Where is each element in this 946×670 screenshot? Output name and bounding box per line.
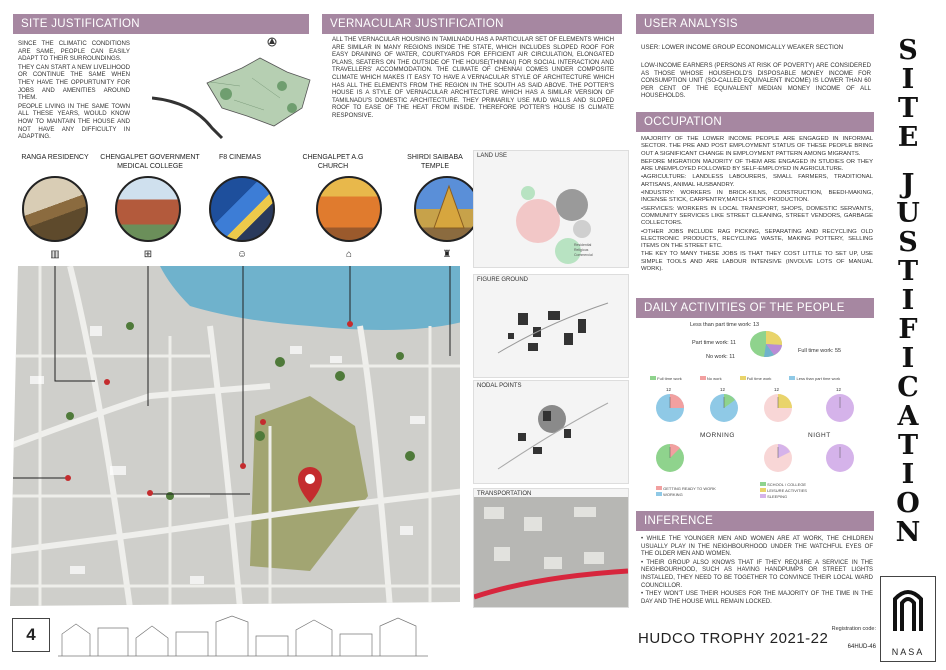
occupation-para: •SERVICES: WORKERS IN LOCAL TRANSPORT, SHOPS, DOMESTIC SERVANTS, COMMUNITY SERVICES LIKE STREET CLEANING, STREET VENDORS, GARBAGE COLLECTORS.: [641, 205, 873, 227]
registration-label: Registration code:: [831, 626, 876, 632]
user-analysis-header: USER ANALYSIS: [636, 14, 874, 34]
vertical-title-letter: I: [901, 64, 915, 95]
site-para: THEY CAN START A NEW LIVELIHOOD OR CONTINUE THE SAME WHEN THEY HAVE THE OPPURTUNITY FOR JOBS AND AMENITIES AROUND THEM.: [18, 63, 130, 102]
inference-para: • WHILE THE YOUNGER MEN AND WOMEN ARE AT WORK, THE CHILDREN USUALLY PLAY IN THE NEIGHBOURHOOD UNDER THE WATCHFUL EYES OF THE OLDER MEN AND WOMEN.: [641, 536, 873, 558]
place-label: SHIRDI SAIBABA TEMPLE: [407, 154, 463, 170]
legend-item: GETTING READY TO WORK: [656, 486, 716, 492]
transportation-panel: [473, 488, 629, 608]
occupation-para: •OTHER JOBS INCLUDE RAG PICKING, SEPARATING AND RECYCLING OLD ELECTRONIC PRODUCTS, RECYCLING WASTE, MAKING POTTERY, SELLING ITEMS ON THE STREET ETC.: [641, 228, 873, 250]
vertical-title-letter: S: [898, 35, 918, 66]
inference-para: • THEY WON'T USE THEIR HOUSES FOR THE MAJORITY OF THE TIME IN THE DAY AND THE HOUSE WILL REMAIN LOCKED.: [641, 591, 873, 605]
building-icon: ▥: [50, 249, 60, 260]
nasa-logo: NASA: [880, 576, 936, 662]
vertical-title-letter: N: [895, 517, 921, 548]
vertical-title: [888, 36, 928, 547]
competition-title: HUDCO TROPHY 2021-22: [638, 630, 829, 647]
vertical-title-letter: T: [897, 93, 919, 124]
legend-item: Full time work: [650, 376, 682, 381]
clock-number: 12: [836, 387, 842, 392]
clock-legend-2: [760, 482, 807, 500]
night-label: NIGHT: [808, 432, 831, 439]
pie-label: Part time work: 11: [692, 340, 736, 346]
panel-label: TRANSPORTATION: [477, 491, 532, 497]
vertical-title-letter: S: [898, 227, 918, 258]
vertical-title-letter: T: [897, 256, 919, 287]
occupation-para: •INDUSTRY: WORKERS IN BRICK-KILNS, CONSTRUCTION, BEEDI-MAKING, INCENSE STICK, CARPENTRY,MATCH STICK PRODUCTION.: [641, 190, 873, 204]
vertical-title-letter: A: [897, 401, 919, 432]
morning-label: MORNING: [700, 432, 735, 439]
user-analysis-text: LOW-INCOME EARNERS (PERSONS AT RISK OF POVERTY) ARE CONSIDERED AS THOSE WHOSE HOUSEHOLD'S DISPOSABLE MONEY INCOME FOR CONSUMPTION UNIT (SO-CALLED EQUIVALENT INCOME) IS LOWER THAN 60 PER CENT OF THE EQUIVALENT MEDIAN MONEY INCOME OF ALL HOUSEHOLDS.: [641, 62, 871, 100]
site-justification-header: SITE JUSTIFICATION: [13, 14, 309, 34]
vertical-title-letter: I: [901, 343, 915, 374]
theatre-masks-icon: ☺: [236, 249, 248, 260]
clock-number: 12: [720, 387, 726, 392]
page-number: 4: [12, 618, 50, 652]
activity-clocks: [640, 384, 876, 484]
panel-label: NODAL POINTS: [477, 383, 522, 389]
vertical-title-letter: I: [901, 459, 915, 490]
medical-college-photo: [115, 176, 181, 242]
inference-header: INFERENCE: [636, 511, 874, 531]
site-para: PEOPLE LIVING IN THE SAME TOWN ALL THESE YEARS, WOULD KNOW HOW TO MAINTAIN THE HOUSE AND NOT HAVE ANY DIFFICULTY IN ADAPTING.: [18, 102, 130, 141]
church-photo: [316, 176, 382, 242]
place-label: RANGA RESIDENCY: [21, 154, 89, 161]
skyline-sketch: [58, 612, 428, 658]
hospital-icon: ⊞: [143, 249, 153, 260]
vernacular-text: ALL THE VERNACULAR HOUSING IN TAMILNADU HAS A PARTICULAR SET OF ELEMENTS WHICH ARE SIMILAR IN MANY REGIONS INSIDE THE STATE, WHICH INCLUDES SLOPED ROOF FOR EASY DRAINING OF WATER, COURTYARDS FOR EFFICIENT AIR CIRCULATION, ELONGATED PLANS, SEATERS ON THE OUTSIDE OF THE HOUSE(THINNAI) FOR SOCIAL INTERACTION AND TRAVELLERS' ACCOMMODATION. THE CLIMATE OF CHENNAI COMES UNDER COMPOSITE CLIMATE WHICH MAKES IT EASY TO HAVE A VERNACULAR STYLE OF ARCHITECTURE WHICH HAS ALL THE ELEMENTS FROM THE REGION IN THE SOUTH AS SAID ABOVE. THE POTTER'S HOUSE IS A STYLE OF VERNACULAR ARCHITECTURE WHICH HAS A SIMILAR VERSION OF TAMILNADU'S DOMESTIC ARCHITECTURE. THEY PRIMARILY USE MUD WALLS AND SLOPED ROOF TO EASE OF THE HEAT FROM INSIDE. THEREFORE POTTER'S HOUSE IS CLIMATE RESPONSIVE.: [332, 36, 614, 119]
place-label: CHENGALPET GOVERNMENT MEDICAL COLLEGE: [100, 154, 200, 170]
inference-para: • THEIR GROUP ALSO KNOWS THAT IF THEY REQUIRE A SERVICE IN THE NEIGHBOURHOOD, SUCH AS HAVING HANDPUMPS OR STREET LIGHTS INSTALLED, THEY NEED TO BE TOGETHER TO CONVINCE THEIR LOCAL WARD COUNCILLOR.: [641, 559, 873, 589]
vertical-title-letter: U: [896, 198, 920, 229]
legend-item: Full time work: [740, 376, 772, 381]
vertical-title-letter: [888, 152, 928, 170]
pie-label: No work: 11: [706, 354, 735, 360]
site-map: [10, 266, 466, 608]
temple-photo: [414, 176, 480, 242]
vertical-title-letter: C: [897, 372, 919, 403]
pie-label: Less than part time work: 13: [690, 322, 760, 328]
temple-icon: ♜: [442, 249, 452, 260]
site-justification-text: [18, 40, 130, 142]
vertical-title-letter: F: [898, 314, 918, 345]
legend-item: WORKING: [656, 492, 716, 498]
legend-item: No work: [700, 376, 722, 381]
figure-ground-panel: [473, 274, 629, 378]
registration-code: 64HUD-46: [847, 644, 876, 650]
legend-item: SCHOOL / COLLEGE: [760, 482, 807, 488]
inference-text: [641, 536, 873, 607]
work-pie-chart: [748, 328, 784, 360]
site-para: SINCE THE CLIMATIC CONDITIONS ARE SAME, PEOPLE CAN EASILY ADAPT TO THEIR SURROUNDINGS.: [18, 40, 130, 63]
vertical-title-letter: O: [896, 488, 920, 519]
clock-number: 12: [774, 387, 780, 392]
panel-label: FIGURE GROUND: [477, 277, 528, 283]
vernacular-header: VERNACULAR JUSTIFICATION: [322, 14, 622, 34]
activity-legend: [650, 376, 840, 381]
land-use-legend: Residential Religious Commercial: [574, 243, 593, 257]
occupation-para: BEFORE MIGRATION MAJORITY OF THEM ARE ENGAGED IN STUDIES OR THEY ARE UNEMPLOYED FOLLOWED BY SELF-EMPLOYED IN AGRICULTURE.: [641, 158, 873, 173]
legend-item: Less than part time work: [789, 376, 840, 381]
vertical-title-letter: T: [897, 430, 919, 461]
clock-legend: [656, 486, 716, 498]
panel-label: LAND USE: [477, 153, 508, 159]
vertical-title-letter: I: [901, 285, 915, 316]
pie-label: Full time work: 55: [798, 348, 842, 354]
site-sketch: [152, 28, 320, 140]
legend-item: SLEEPING: [760, 494, 807, 500]
occupation-para: •AGRICULTURE: LANDLESS LABOURERS, SMALL FARMERS, TRADITIONAL ARTISANS, ANIMAL HUSBANDRY.: [641, 174, 873, 188]
occupation-para: MAJORITY OF THE LOWER INCOME PEOPLE ARE ENGAGED IN INFORMAL SECTOR. THE PRE AND POST EMPLOYMENT STATUS OF THESE PEOPLE BRING OUT A SIGNIFICANT CHANGE IN EMPLOYMENT PATTERN AMONG MIGRANTS.: [641, 136, 873, 157]
occupation-para: THE KEY TO MANY THESE JOBS IS THAT THEY COST LITTLE TO SET UP, USE SIMPLE TOOLS AND ARE LABOUR INTENSIVE (INVOLVE LOTS OF MANUAL WORK).: [641, 251, 873, 273]
occupation-header: OCCUPATION: [636, 112, 874, 132]
f8-cinemas-photo: [209, 176, 275, 242]
legend-item: LEISURE ACTIVITIES: [760, 488, 807, 494]
church-icon: ⌂: [345, 249, 353, 260]
vertical-title-letter: E: [897, 122, 919, 153]
occupation-text: [641, 136, 873, 274]
place-label: F8 CINEMAS: [218, 154, 261, 161]
user-type: USER: LOWER INCOME GROUP ECONOMICALLY WEAKER SECTION: [641, 44, 844, 51]
ranga-residency-photo: [22, 176, 88, 242]
land-use-panel: [473, 150, 629, 268]
place-label: CHENGALPET A.G CHURCH: [302, 154, 364, 170]
vertical-title-letter: J: [901, 169, 915, 200]
daily-activities-header: DAILY ACTIVITIES OF THE PEOPLE: [636, 298, 874, 318]
clock-number: 12: [666, 387, 672, 392]
nodal-points-panel: [473, 380, 629, 484]
